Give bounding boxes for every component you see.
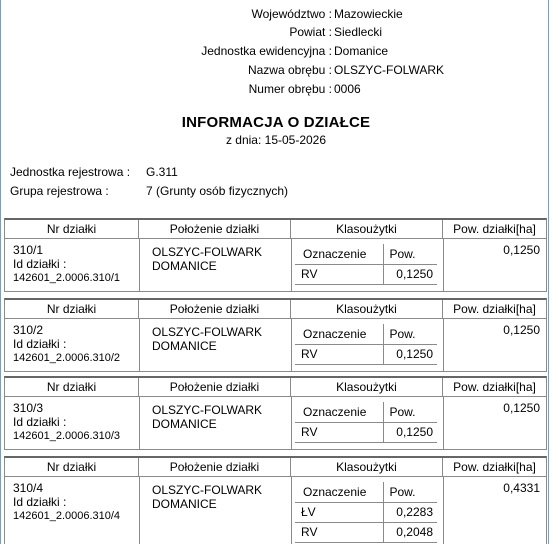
class-area-header: Pow. [383,402,437,422]
register-unit-label: Jednostka rejestrowa : [10,165,131,179]
county-label: Powiat : [289,25,332,39]
report-date: z dnia: 15-05-2026 [225,133,327,147]
class-area: 0,1250 [383,264,437,284]
parcel-location-cell [152,325,262,353]
parcel-number-cell [13,401,120,443]
parcel-number: 310/1 [13,243,44,257]
parcel-location-commune: DOMANICE [152,417,217,431]
parcel-id-label: Id działki : [13,495,67,509]
class-area-header: Pow. [383,324,437,344]
parcel-location-precinct: OLSZYC-FOLWARK [152,245,263,259]
parcel-location-cell [152,403,262,431]
parcel-id: 142601_2.0006.310/3 [13,430,121,442]
voivodeship-label: Województwo : [251,7,332,21]
col-area-header: Pow. działki[ha] [453,222,536,236]
parcel-location-commune: DOMANICE [152,259,217,273]
class-code-header: Oznaczenie [295,402,383,422]
col-area-header: Pow. działki[ha] [453,380,536,394]
col-location-header: Położenie działki [139,220,291,238]
parcel-area: 0,1250 [503,323,540,337]
col-nr-header: Nr działki [5,458,139,476]
parcel-id-label: Id działki : [13,415,67,429]
parcel-location-precinct: OLSZYC-FOLWARK [152,403,263,417]
voivodeship-value: Mazowieckie [334,7,403,21]
parcel-location-commune: DOMANICE [152,339,217,353]
col-class-header: Klasoużytki [291,300,443,318]
parcel-location-cell [152,483,262,511]
header-row-county [0,23,552,41]
class-code: RV [295,264,383,284]
class-code: RV [295,522,383,542]
unit-label: Jednostka ewidencyjna : [201,44,332,58]
col-area-header: Pow. działki[ha] [453,460,536,474]
register-group-row [10,182,410,200]
parcel-id: 142601_2.0006.310/4 [13,510,121,522]
precinct-name-label: Nazwa obrębu : [247,63,332,77]
col-nr-header: Nr działki [5,378,139,396]
class-code: RV [295,344,383,364]
parcel-id: 142601_2.0006.310/2 [13,352,121,364]
class-code-header: Oznaczenie [295,324,383,344]
parcel-block-3 [4,376,547,450]
parcel-number: 310/4 [13,481,44,495]
class-area-header: Pow. [383,244,437,264]
parcel-area: 0,1250 [503,401,540,415]
register-unit-value: G.311 [146,165,178,179]
land-class-table [295,482,437,543]
parcel-location-precinct: OLSZYC-FOLWARK [152,325,263,339]
col-area-header: Pow. działki[ha] [453,302,536,316]
parcel-area: 0,1250 [503,243,540,257]
col-class-header: Klasoużytki [291,458,443,476]
class-code-header: Oznaczenie [295,482,383,502]
register-group-label: Grupa rejestrowa : [10,184,109,198]
parcel-location-commune: DOMANICE [152,497,217,511]
col-location-header: Położenie działki [139,300,291,318]
class-code-header: Oznaczenie [295,244,383,264]
parcel-number: 310/3 [13,401,44,415]
parcel-location-precinct: OLSZYC-FOLWARK [152,483,263,497]
parcel-id-label: Id działki : [13,337,67,351]
parcel-header [5,378,546,397]
col-location-header: Położenie działki [139,458,291,476]
col-class-header: Klasoużytki [291,220,443,238]
class-area-header: Pow. [383,482,437,502]
land-class-table [295,402,437,443]
precinct-number-value: 0006 [334,82,361,96]
col-nr-header: Nr działki [5,300,139,318]
parcel-header [5,458,546,477]
parcel-id: 142601_2.0006.310/1 [13,272,121,284]
parcel-header [5,300,546,319]
parcel-number-cell [13,323,120,365]
class-area: 0,2283 [383,502,437,522]
precinct-name-value: OLSZYC-FOLWARK [334,63,445,77]
parcel-id-label: Id działki : [13,257,67,271]
header-row-precinct-number [0,80,552,98]
parcel-number-cell [13,481,120,523]
header-row-precinct-name [0,61,552,79]
precinct-number-label: Numer obrębu : [248,82,332,96]
class-area: 0,2048 [383,522,437,542]
parcel-location-cell [152,245,262,273]
register-group-value: 7 (Grunty osób fizycznych) [146,184,289,198]
page-title: INFORMACJA O DZIAŁCE [181,114,371,131]
land-class-table [295,244,437,285]
class-area: 0,1250 [383,344,437,364]
parcel-number: 310/2 [13,323,44,337]
county-value: Siedlecki [334,25,383,39]
class-code: ŁV [295,502,383,522]
parcel-block-1 [4,218,547,292]
parcel-area: 0,4331 [503,481,540,495]
header-row-unit [0,42,552,60]
class-area: 0,1250 [383,422,437,442]
land-class-table [295,324,437,365]
parcel-block-2 [4,298,547,372]
unit-value: Domanice [334,44,389,58]
parcel-block-4 [4,456,547,544]
class-code: RV [295,422,383,442]
header-row-voivodeship [0,5,552,23]
parcel-number-cell [13,243,120,285]
register-unit-row [10,163,410,181]
col-class-header: Klasoużytki [291,378,443,396]
col-location-header: Położenie działki [139,378,291,396]
col-nr-header: Nr działki [5,220,139,238]
parcel-header [5,220,546,239]
